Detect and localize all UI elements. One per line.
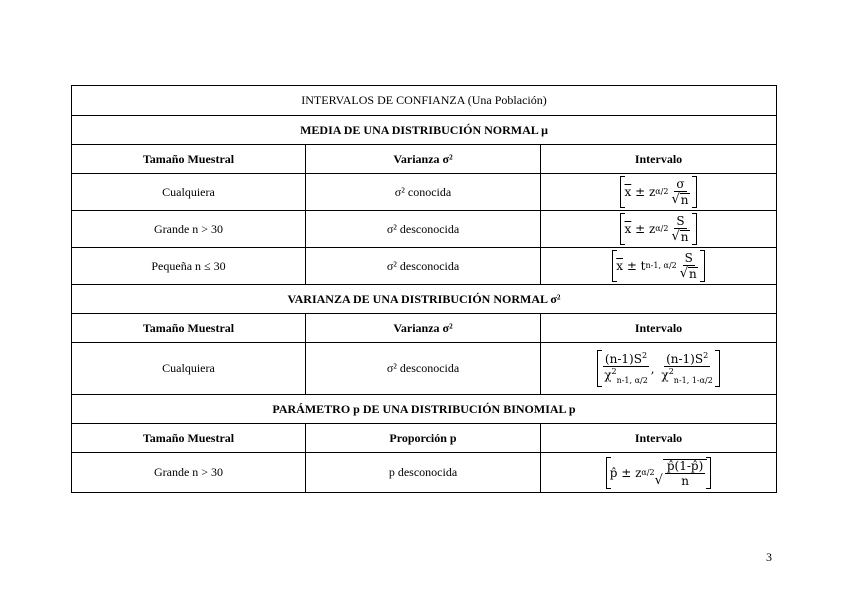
- formula-mean-known-variance: $\overline{x}$ ± z α/2 σ √ n: [620, 176, 696, 208]
- cell-variance: σ² desconocida: [306, 343, 541, 395]
- header-proportion: Proporción p: [306, 424, 541, 453]
- cell-variance: σ² desconocida: [306, 248, 541, 285]
- formula-mean-small-sample: $\overline{x}$ ± t n-1, α/2 S √ n: [612, 250, 705, 282]
- header-interval: Intervalo: [541, 314, 777, 343]
- formula-proportion-interval: p̂ ± z α/2 √ $\frac{p̂(1-p̂)}{n}$: [606, 457, 712, 489]
- cell-interval-formula: [541, 248, 777, 285]
- header-variance: Varianza σ²: [306, 314, 541, 343]
- cell-size: Cualquiera: [72, 343, 306, 395]
- cell-variance: σ² desconocida: [306, 211, 541, 248]
- formula-variance-interval: $\frac{(n-1)S^2}{\chi^2_{n-1, \alpha/2}}$ , $\frac{(n-1)S^2}{\chi^2_{n-1, 1-\alpha/2}}$: [597, 350, 720, 387]
- section-heading-binomial: PARÁMETRO p DE UNA DISTRIBUCIÓN BINOMIAL p: [72, 395, 777, 424]
- cell-size: Grande n > 30: [72, 453, 306, 493]
- header-variance: Varianza σ²: [306, 145, 541, 174]
- cell-interval-formula: [541, 211, 777, 248]
- cell-interval-formula: [541, 343, 777, 395]
- page-number: 3: [766, 550, 772, 564]
- cell-size: Pequeña n ≤ 30: [72, 248, 306, 285]
- cell-interval-formula: [541, 453, 777, 493]
- cell-size: Grande n > 30: [72, 211, 306, 248]
- cell-size: Cualquiera: [72, 174, 306, 211]
- header-interval: Intervalo: [541, 424, 777, 453]
- header-sample-size: Tamaño Muestral: [72, 424, 306, 453]
- cell-proportion: p desconocida: [306, 453, 541, 493]
- header-sample-size: Tamaño Muestral: [72, 314, 306, 343]
- header-interval: Intervalo: [541, 145, 777, 174]
- cell-variance: σ² conocida: [306, 174, 541, 211]
- table-title: INTERVALOS DE CONFIANZA (Una Población): [72, 86, 777, 116]
- header-sample-size: Tamaño Muestral: [72, 145, 306, 174]
- confidence-intervals-table: [71, 85, 777, 493]
- section-heading-variance: VARIANZA DE UNA DISTRIBUCIÓN NORMAL σ²: [72, 285, 777, 314]
- formula-mean-large-sample: $\overline{x}$ ± z α/2 S √ n: [620, 213, 696, 245]
- section-heading-mean: MEDIA DE UNA DISTRIBUCIÓN NORMAL μ: [72, 116, 777, 145]
- cell-interval-formula: [541, 174, 777, 211]
